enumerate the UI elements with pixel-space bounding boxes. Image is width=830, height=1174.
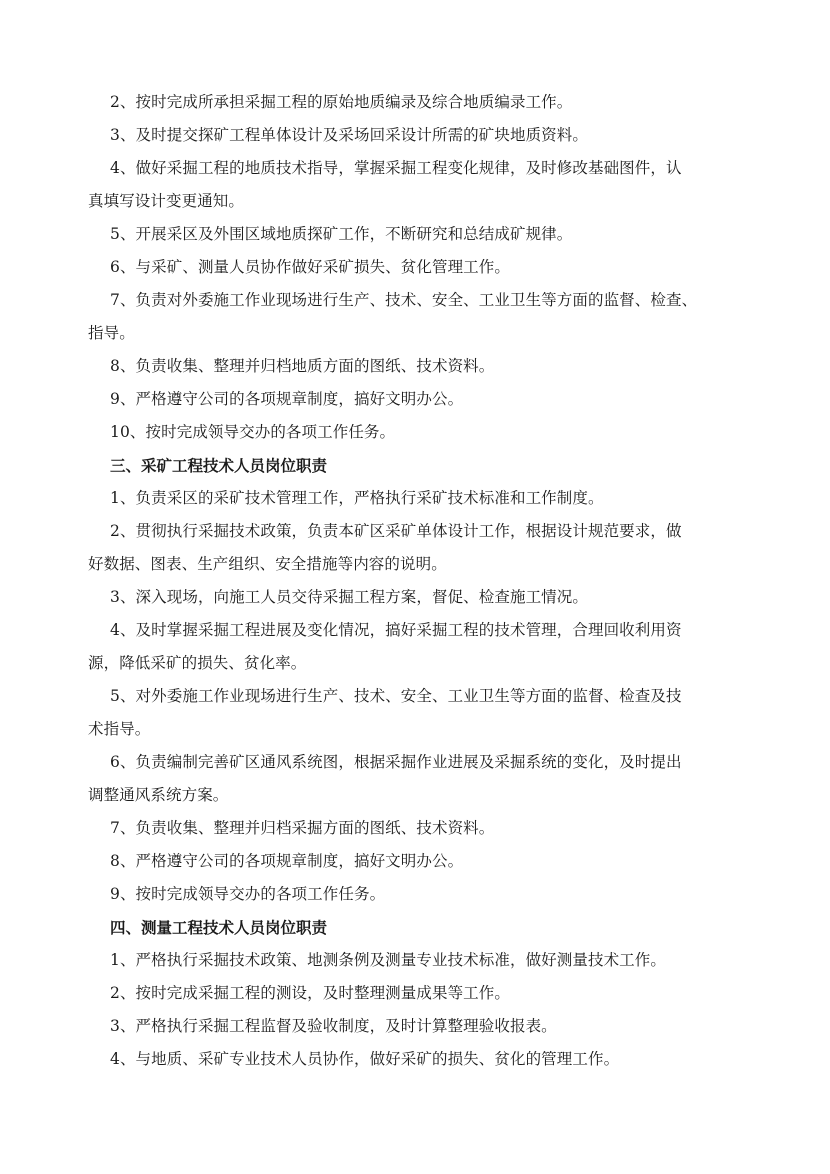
list-item: 9、严格遵守公司的各项规章制度，搞好文明办公。 <box>110 390 464 408</box>
list-item: 4、及时掌握采掘工程进展及变化情况，搞好采掘工程的技术管理，合理回收利用资 <box>110 621 682 639</box>
list-item: 1、负责采区的采矿技术管理工作，严格执行采矿技术标准和工作制度。 <box>110 489 604 507</box>
list-item: 6、与采矿、测量人员协作做好采矿损失、贫化管理工作。 <box>110 258 510 276</box>
list-item: 3、深入现场，向施工人员交待采掘工程方案，督促、检查施工情况。 <box>110 588 588 606</box>
list-item: 8、严格遵守公司的各项规章制度，搞好文明办公。 <box>110 852 464 870</box>
list-item: 7、负责对外委施工作业现场进行生产、技术、安全、工业卫生等方面的监督、检查、 <box>110 291 698 309</box>
list-item: 4、与地质、采矿专业技术人员协作，做好采矿的损失、贫化的管理工作。 <box>110 1050 620 1068</box>
list-item: 1、严格执行采掘技术政策、地测条例及测量专业技术标准，做好测量技术工作。 <box>110 951 666 969</box>
list-item-continuation: 调整通风系统方案。 <box>88 786 229 804</box>
list-item: 7、负责收集、整理并归档采掘方面的图纸、技术资料。 <box>110 819 495 837</box>
list-item: 5、开展采区及外围区域地质探矿工作，不断研究和总结成矿规律。 <box>110 225 573 243</box>
list-item: 9、按时完成领导交办的各项工作任务。 <box>110 885 386 903</box>
list-item-continuation: 术指导。 <box>88 720 151 738</box>
section-heading-surveying: 四、测量工程技术人员岗位职责 <box>110 918 328 937</box>
list-item: 5、对外委施工作业现场进行生产、技术、安全、工业卫生等方面的监督、检查及技 <box>110 687 682 705</box>
list-item: 6、负责编制完善矿区通风系统图，根据采掘作业进展及采掘系统的变化，及时提出 <box>110 753 682 771</box>
list-item: 3、及时提交探矿工程单体设计及采场回采设计所需的矿块地质资料。 <box>110 126 588 144</box>
list-item-continuation: 源，降低采矿的损失、贫化率。 <box>88 654 307 672</box>
list-item: 2、贯彻执行采掘技术政策，负责本矿区采矿单体设计工作，根据设计规范要求，做 <box>110 522 682 540</box>
list-item-continuation: 指导。 <box>88 324 135 342</box>
document-body <box>88 86 734 1076</box>
list-item: 4、做好采掘工程的地质技术指导，掌握采掘工程变化规律，及时修改基础图件，认 <box>110 159 682 177</box>
list-item: 2、按时完成采掘工程的测设，及时整理测量成果等工作。 <box>110 984 510 1002</box>
section-heading-mining: 三、采矿工程技术人员岗位职责 <box>110 456 328 475</box>
list-item-continuation: 真填写设计变更通知。 <box>88 192 245 210</box>
list-item: 10、按时完成领导交办的各项工作任务。 <box>110 423 396 441</box>
list-item: 8、负责收集、整理并归档地质方面的图纸、技术资料。 <box>110 357 495 375</box>
list-item-continuation: 好数据、图表、生产组织、安全措施等内容的说明。 <box>88 555 447 573</box>
list-item: 2、按时完成所承担采掘工程的原始地质编录及综合地质编录工作。 <box>110 93 573 111</box>
list-item: 3、严格执行采掘工程监督及验收制度，及时计算整理验收报表。 <box>110 1017 557 1035</box>
